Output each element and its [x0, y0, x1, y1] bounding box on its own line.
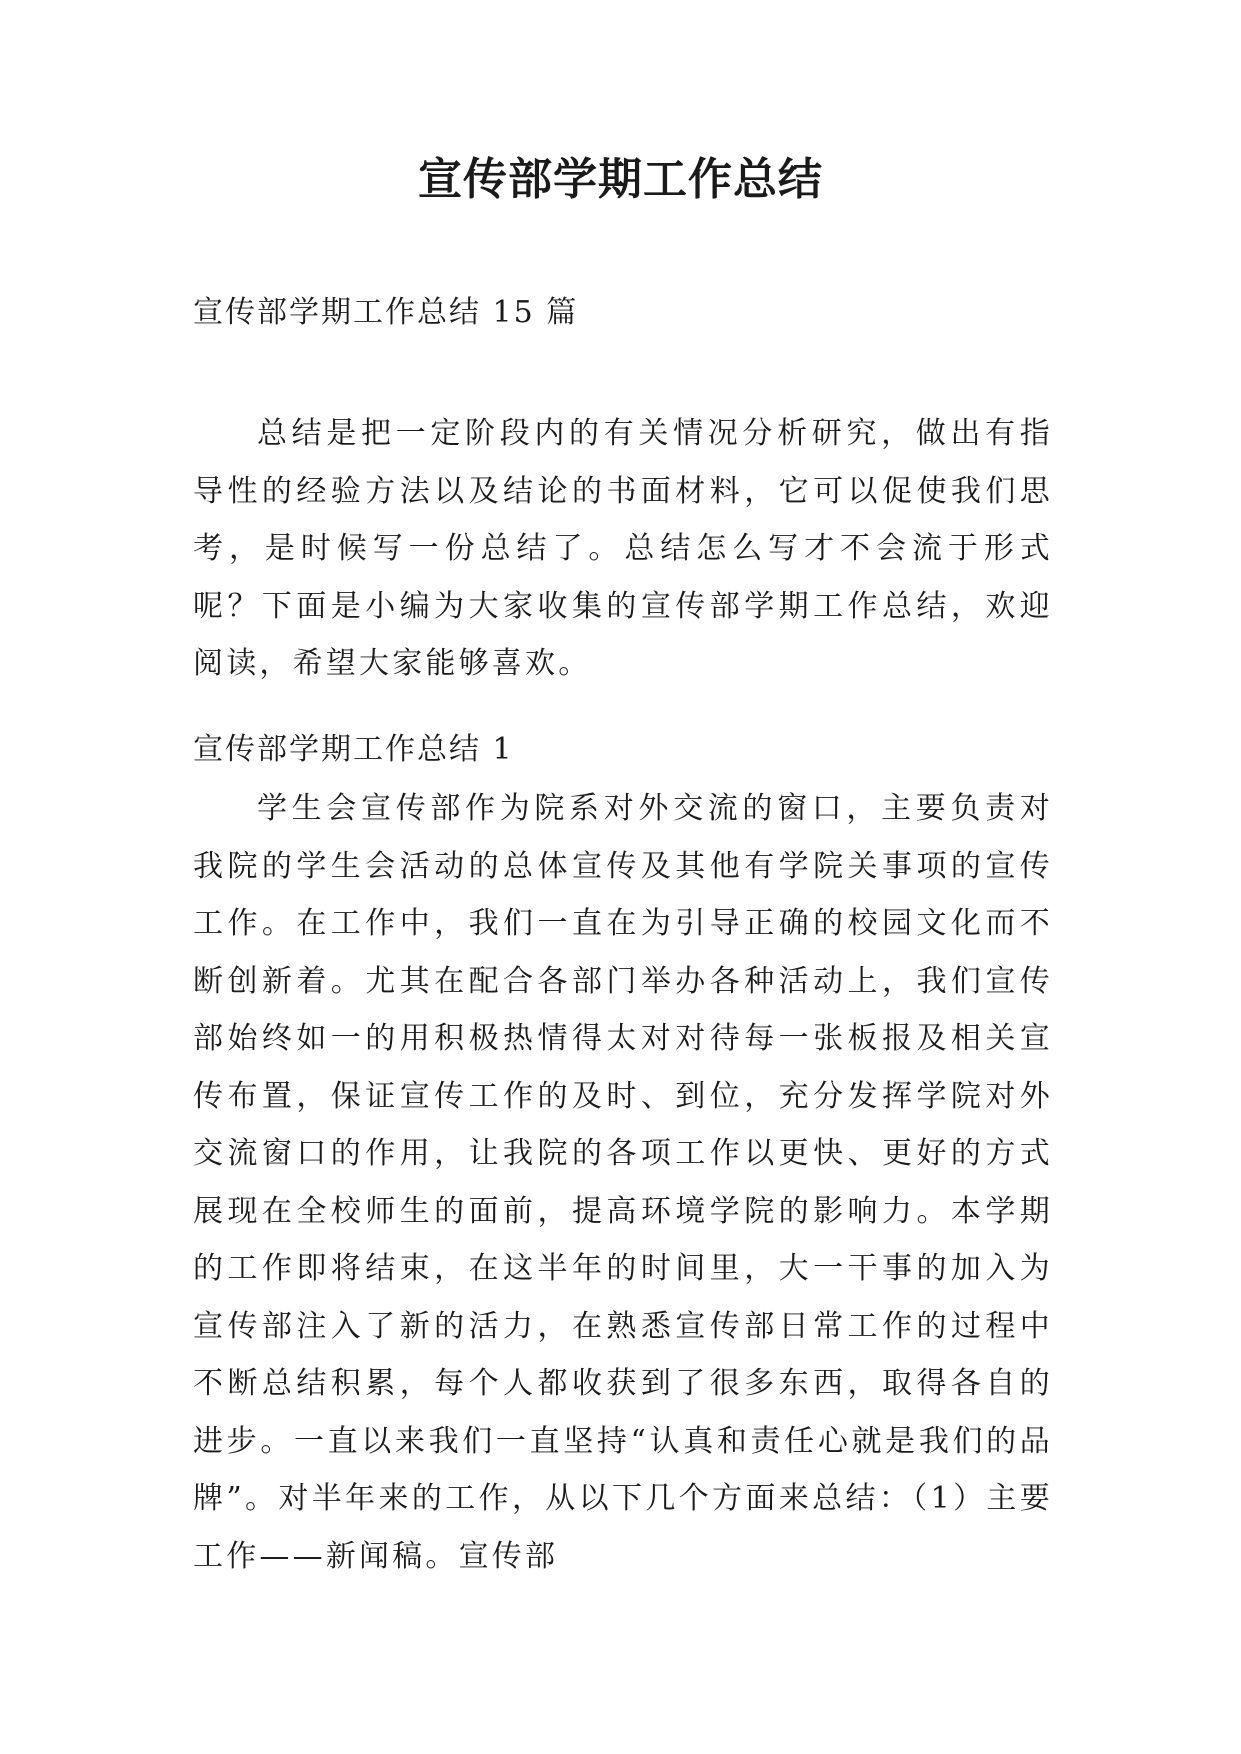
document-subtitle: 宣传部学期工作总结 15 篇 — [193, 295, 579, 330]
section-1-paragraph: 学生会宣传部作为院系对外交流的窗口，主要负责对我院的学生会活动的总体宣传及其他有学院关事项的宣传工作。在工作中，我们一直在为引导正确的校园文化而不断创新着。尤其在配合各部门举办各种活动上，我们宣传部始终如一的用积极热情得太对对待每一张板报及相关宣传布置，保证宣传工作的及时、到位，充分发挥学院对外交流窗口的作用，让我院的各项工作以更快、更好的方式展现在全校师生的面前，提高环境学院的影响力。本学期的工作即将结束，在这半年的时间里，大一干事的加入为宣传部注入了新的活力，在熟悉宣传部日常工作的过程中不断总结积累，每个人都收获到了很多东西，取得各自的进步。一直以来我们一直坚持“认真和责任心就是我们的品牌”。对半年来的工作，从以下几个方面来总结：（1）主要工作——新闻稿。宣传部 — [193, 791, 1053, 1574]
document-title: 宣传部学期工作总结 — [418, 154, 823, 205]
intro-paragraph: 总结是把一定阶段内的有关情况分析研究，做出有指导性的经验方法以及结论的书面材料，它可以促使我们思考，是时候写一份总结了。总结怎么写才不会流于形式呢？下面是小编为大家收集的宣传部学期工作总结，欢迎阅读，希望大家能够喜欢。 — [193, 416, 1053, 681]
section-1-heading: 宣传部学期工作总结 1 — [193, 732, 514, 767]
